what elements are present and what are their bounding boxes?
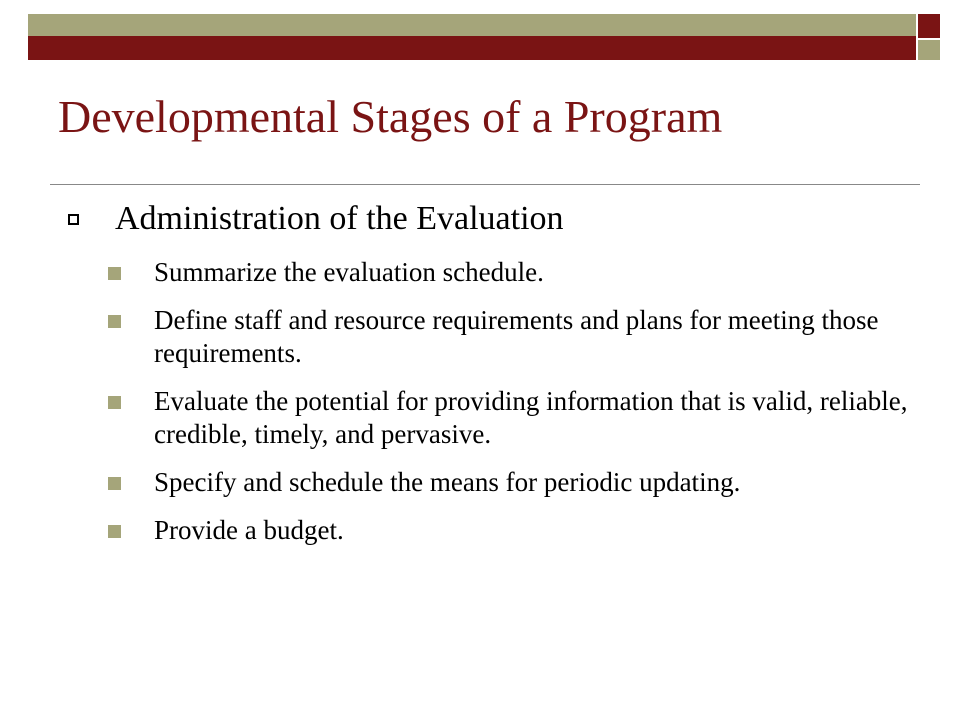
- square-bullet-icon: [108, 477, 121, 490]
- list-item-text: Evaluate the potential for providing information that is valid, reliable, credible, timely, and pervasive.: [154, 386, 908, 449]
- list-item-text: Specify and schedule the means for periodic updating.: [154, 467, 741, 497]
- header-decoration: [0, 0, 960, 60]
- sub-bullet-list: [108, 256, 908, 562]
- slide-title: Developmental Stages of a Program: [58, 91, 723, 142]
- header-square-olive: [918, 40, 940, 60]
- list-item-text: Provide a budget.: [154, 515, 344, 545]
- square-bullet-icon: [108, 525, 121, 538]
- title-divider: [50, 184, 920, 185]
- square-bullet-icon: [108, 315, 121, 328]
- list-item-text: Summarize the evaluation schedule.: [154, 257, 544, 287]
- header-bar-olive: [28, 14, 916, 36]
- square-bullet-icon: [108, 267, 121, 280]
- list-item: [108, 466, 908, 499]
- list-item: [108, 385, 908, 451]
- hollow-square-bullet-icon: [68, 214, 79, 225]
- square-bullet-icon: [108, 396, 121, 409]
- main-bullet-label: Administration of the Evaluation: [115, 200, 564, 237]
- header-bar-maroon: [28, 36, 916, 60]
- list-item: [108, 256, 908, 289]
- main-bullet: [68, 198, 938, 240]
- header-square-maroon: [918, 14, 940, 38]
- list-item: [108, 514, 908, 547]
- list-item-text: Define staff and resource requirements and plans for meeting those requirements.: [154, 305, 879, 368]
- list-item: [108, 304, 908, 370]
